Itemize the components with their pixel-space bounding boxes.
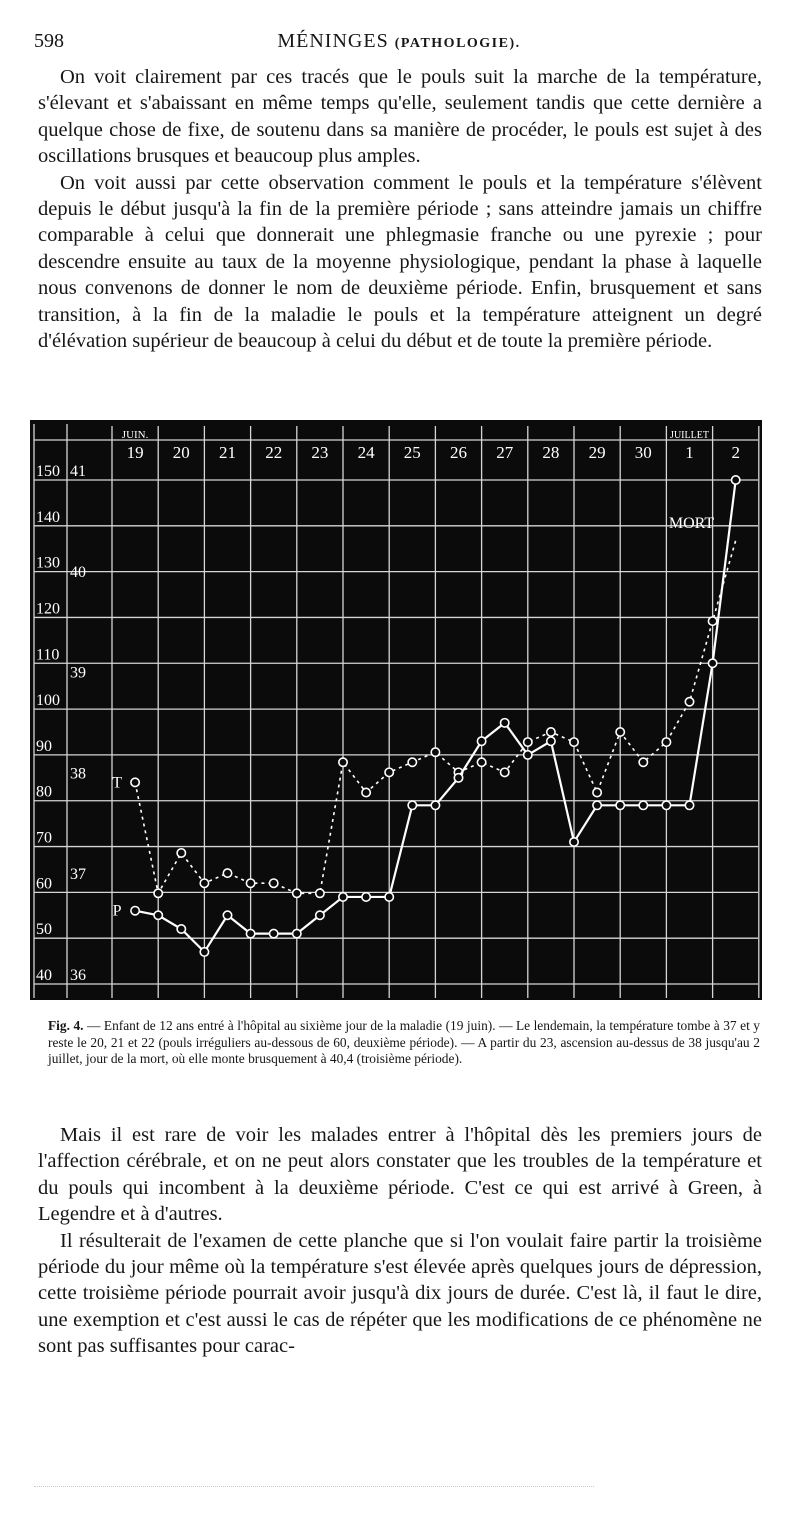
paragraph-2: On voit aussi par cette observation comment le pouls et la température s'élèvent depuis le début jusqu'à la fin de la première période ; sans atteindre jamais un chiffre comparable à celui que donnerait une phlegmasie franche ou une pyrexie ; pour descendre ensuite au taux de la moyenne physiologique, pendant la phase à laquelle nous convenons de donner le nom de deuxième période. Enfin, brusquement et sans transition, à la fin de la maladie le pouls et la température atteignent un degré d'élévation supérieur de beaucoup à celui du début et de toute la première période. (38, 171, 762, 353)
day-label: 23 (311, 443, 329, 462)
data-point-t (316, 889, 324, 897)
body-text-bottom (38, 1122, 762, 1360)
figure-label: Fig. 4. (48, 1018, 84, 1033)
data-point-t (708, 617, 716, 625)
data-point-t (685, 698, 693, 706)
day-label: 26 (450, 443, 467, 462)
data-point-p (177, 925, 185, 933)
running-title-section: (PATHOLOGIE). (394, 36, 521, 51)
series-label-p: P (112, 902, 122, 920)
pulse-tick-label: 150 (36, 463, 60, 480)
paragraph-1: On voit clairement par ces tracés que le pouls suit la marche de la température, s'élevant et s'abaissant en même temps qu'elle, seulement tandis que cette dernière a quelque chose de fixe, de soutenu dans sa manière de procéder, le pouls est sujet à des oscillations brusques et beaucoup plus amples. (38, 66, 762, 168)
month-label: JUILLET (670, 430, 709, 441)
pulse-tick-label: 120 (36, 600, 60, 618)
data-point-p (385, 893, 393, 901)
day-label: 27 (496, 443, 514, 462)
pulse-tick-label: 140 (36, 508, 60, 526)
data-point-p (662, 801, 670, 809)
data-point-t (547, 728, 555, 736)
running-head (34, 30, 764, 58)
data-point-t (639, 758, 647, 766)
temp-tick-label: 36 (70, 967, 86, 984)
data-point-t (477, 758, 485, 766)
data-point-p (454, 774, 462, 782)
running-title (34, 30, 764, 53)
pulse-tick-label: 100 (36, 692, 60, 710)
data-point-t (408, 758, 416, 766)
pulse-tick-label: 50 (36, 921, 52, 939)
data-point-t (431, 748, 439, 756)
data-point-p (200, 948, 208, 956)
data-point-p (246, 929, 254, 937)
temp-tick-label: 41 (70, 463, 86, 480)
data-point-t (616, 728, 624, 736)
data-point-t (131, 778, 139, 786)
data-point-p (316, 911, 324, 919)
data-point-p (593, 801, 601, 809)
pulse-tick-label: 40 (36, 967, 52, 984)
data-point-t (570, 738, 578, 746)
day-label: 25 (403, 443, 421, 462)
temperature-pulse-chart (30, 420, 762, 1000)
data-point-p (270, 929, 278, 937)
paragraph-4: Il résulterait de l'examen de cette planche que si l'on voulait faire partir la troisième période du jour même où la température s'est élevée après quelques jours de dépression, cette troisième période pourrait avoir jusqu'à dix jours de durée. C'est là, il faut le dire, une exemption et c'est aussi le cas de répéter que les modifications de ce phénomène ne sont pas suffisantes pour carac- (38, 1229, 762, 1358)
pulse-tick-label: 130 (36, 554, 60, 572)
day-label: 24 (357, 443, 375, 462)
page-number: 598 (34, 30, 64, 52)
data-point-p (293, 929, 301, 937)
series-label-t: T (112, 774, 122, 792)
day-label: 22 (265, 443, 283, 462)
day-label: 2 (731, 443, 740, 462)
data-point-t (223, 869, 231, 877)
data-point-t (246, 879, 254, 887)
data-point-t (200, 879, 208, 887)
chart-figure (30, 420, 762, 1000)
data-point-t (524, 738, 532, 746)
data-point-p (616, 801, 624, 809)
month-label: JUIN. (121, 429, 149, 441)
temp-tick-label: 37 (70, 866, 86, 884)
data-point-p (685, 801, 693, 809)
data-point-p (501, 719, 509, 727)
figure-caption (48, 1018, 760, 1068)
data-point-p (570, 838, 578, 846)
data-point-t (593, 788, 601, 796)
page-foot-rule (34, 1486, 594, 1489)
paragraph-3: Mais il est rare de voir les malades entrer à l'hôpital dès les premiers jours de l'affection cérébrale, et on ne peut alors constater que les troubles de la température et du pouls qui incombent à la deuxième période. C'est ce qui est arrivé à Green, à Legendre et à d'autres. (38, 1124, 762, 1226)
running-title-main: MÉNINGES (277, 30, 389, 52)
data-point-t (385, 768, 393, 776)
data-point-p (547, 737, 555, 745)
day-label: 19 (126, 443, 144, 462)
temp-tick-label: 39 (70, 664, 86, 682)
pulse-tick-label: 80 (36, 783, 52, 801)
day-label: 20 (172, 443, 190, 462)
data-point-p (154, 911, 162, 919)
data-point-p (708, 659, 716, 667)
pulse-tick-label: 70 (36, 829, 52, 847)
body-text-top (38, 64, 762, 354)
data-point-t (177, 849, 185, 857)
day-label: 1 (685, 443, 694, 462)
pulse-tick-label: 110 (36, 646, 60, 664)
chart-background (30, 420, 762, 1000)
data-point-p (431, 801, 439, 809)
data-point-t (270, 879, 278, 887)
data-point-t (293, 889, 301, 897)
figure-caption-text: — Enfant de 12 ans entré à l'hôpital au sixième jour de la maladie (19 juin). — Le lendemain, la température tombe à 37 et y reste le 20, 21 et 22 (pouls irréguliers au-dessous de 60, deuxième période). — A partir du 23, ascension au-dessus de 38 jusqu'au 2 juillet, jour de la mort, où elle monte brusquement à 40,4 (troisième période). (48, 1018, 760, 1066)
pulse-tick-label: 60 (36, 875, 52, 893)
data-point-t (339, 758, 347, 766)
data-point-p (732, 476, 740, 484)
data-point-p (639, 801, 647, 809)
data-point-p (477, 737, 485, 745)
data-point-t (154, 889, 162, 897)
data-point-p (223, 911, 231, 919)
day-label: 21 (219, 443, 236, 462)
day-label: 29 (588, 443, 606, 462)
data-point-p (339, 893, 347, 901)
data-point-p (524, 751, 532, 759)
pulse-tick-label: 90 (36, 737, 52, 755)
data-point-p (362, 893, 370, 901)
temp-tick-label: 40 (70, 563, 86, 581)
data-point-t (501, 768, 509, 776)
data-point-p (131, 906, 139, 914)
annotation-label: MORT (668, 514, 715, 532)
day-label: 28 (542, 443, 560, 462)
data-point-t (662, 738, 670, 746)
data-point-p (408, 801, 416, 809)
data-point-t (362, 788, 370, 796)
temp-tick-label: 38 (70, 765, 86, 783)
day-label: 30 (634, 443, 652, 462)
